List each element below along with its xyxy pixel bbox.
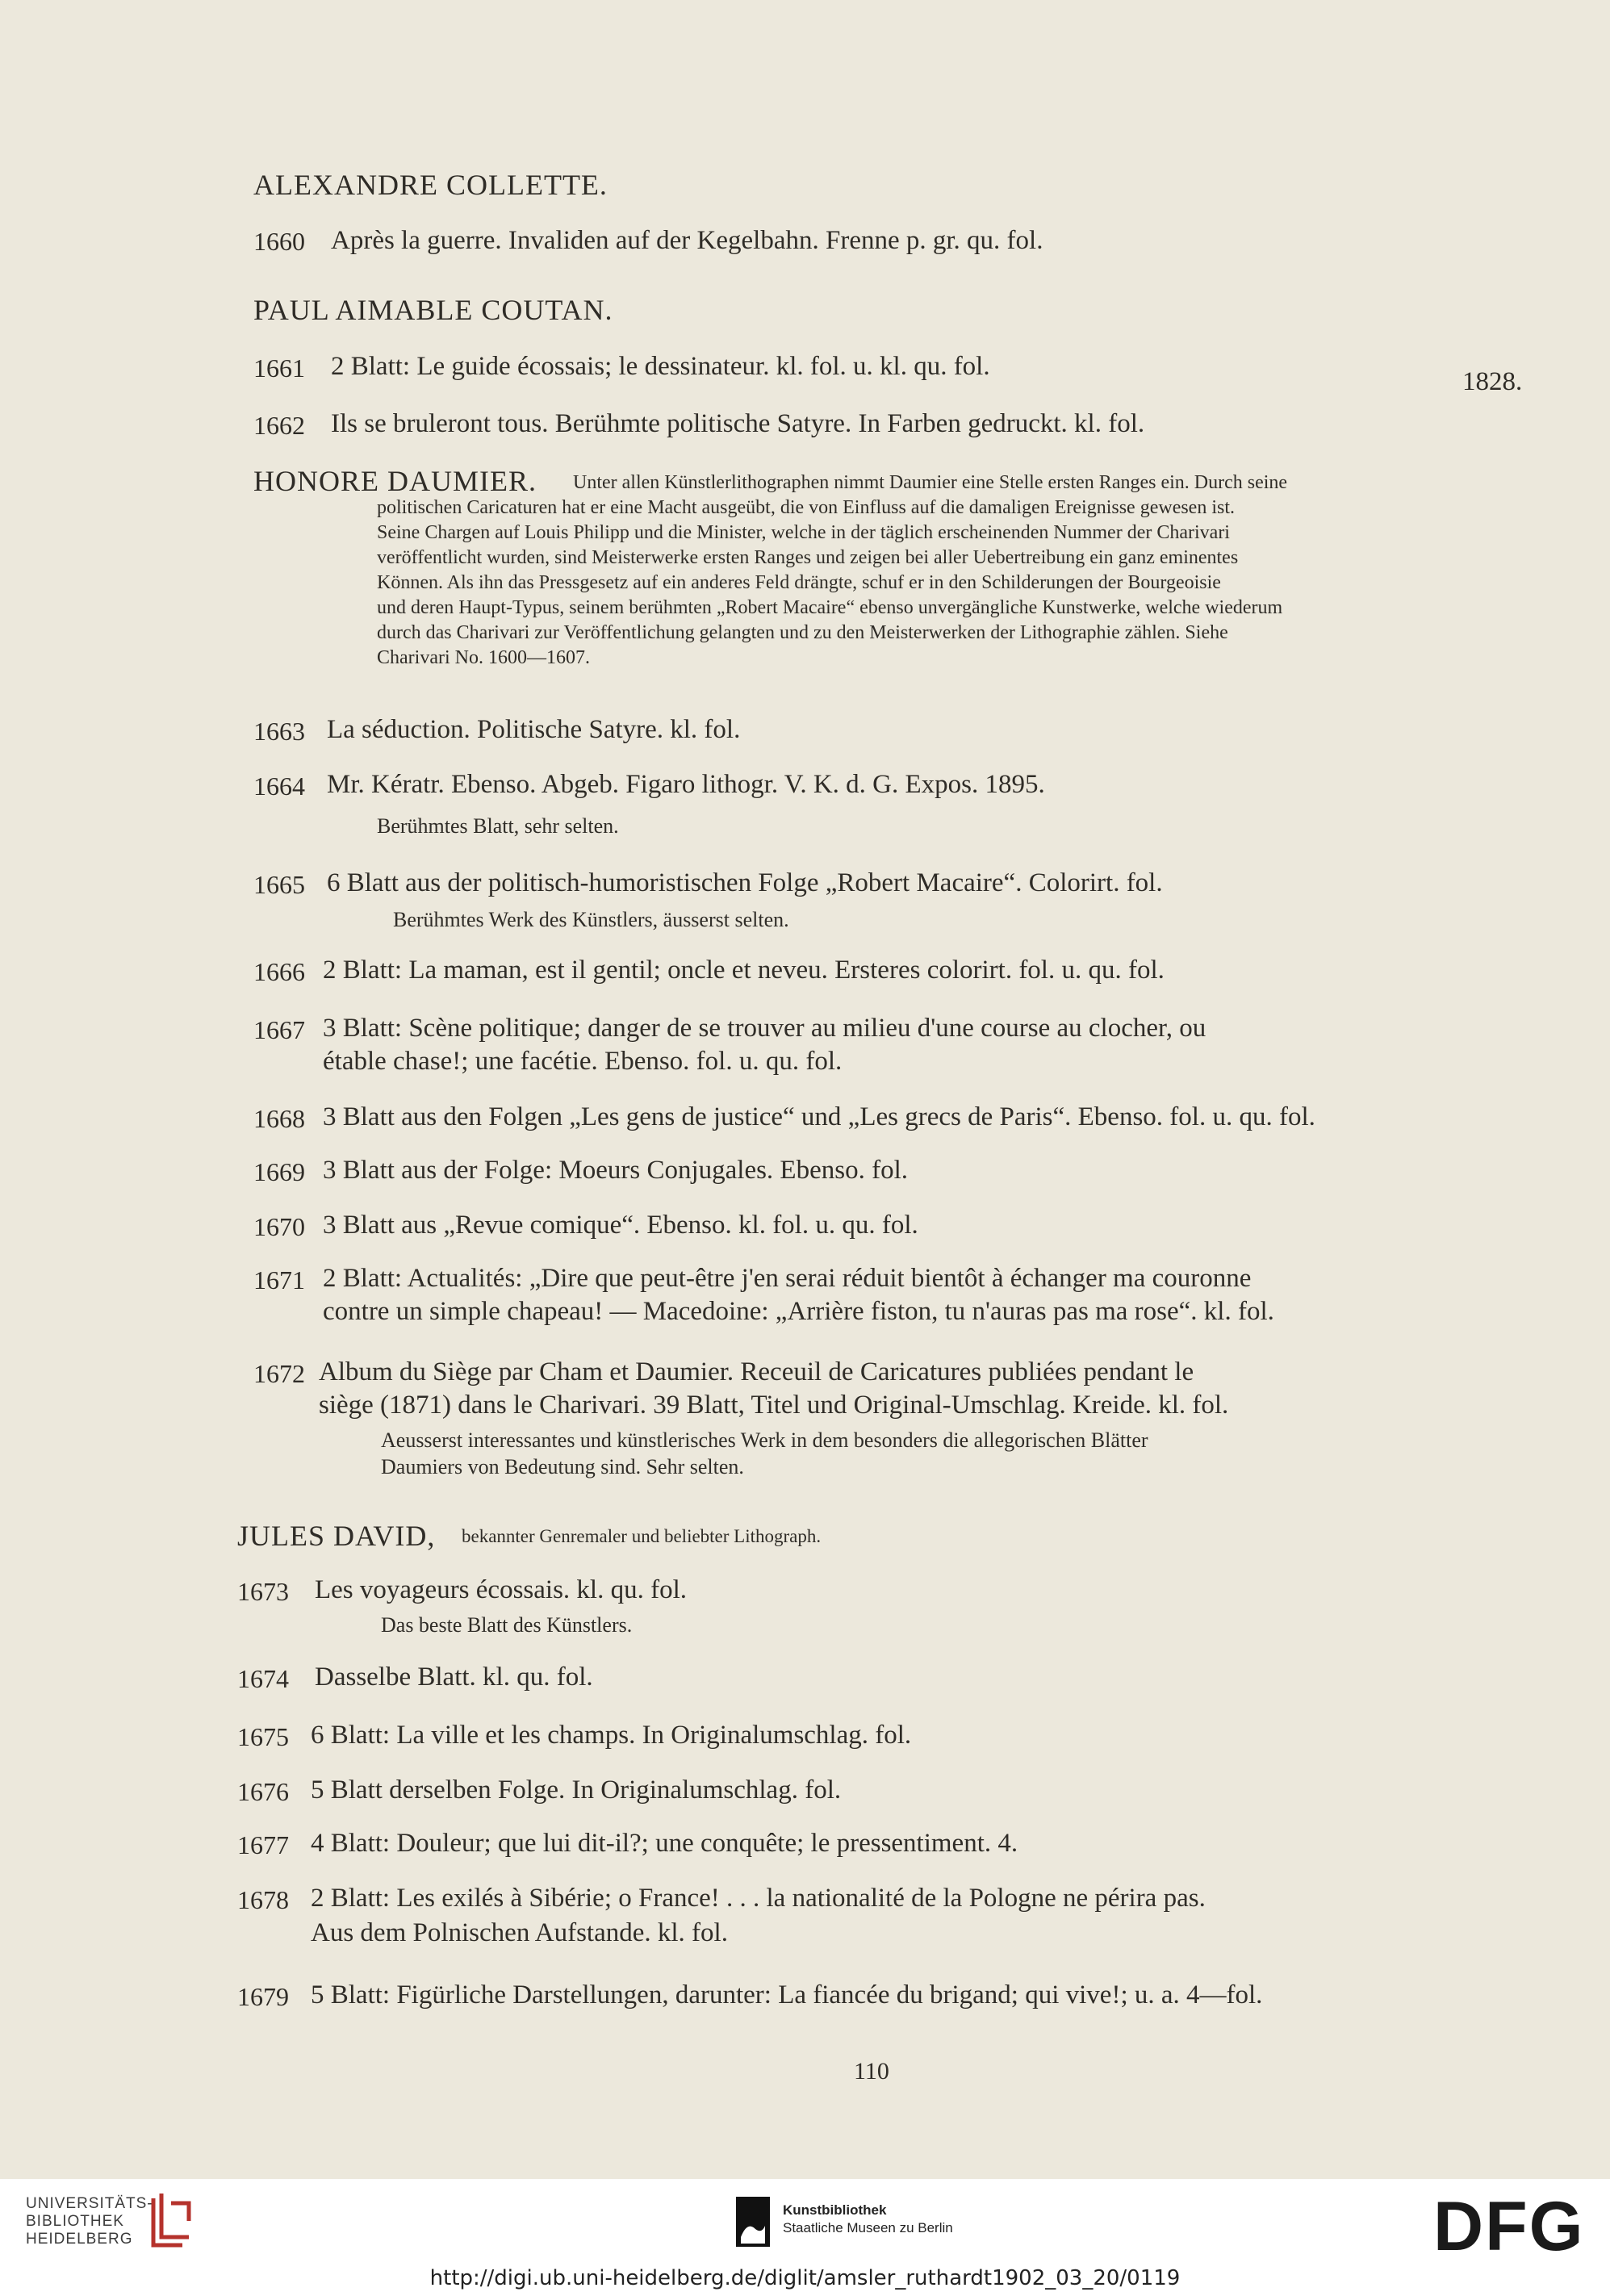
entry-text: Ils se bruleront tous. Berühmte politische Satyre. In Farben gedruckt. kl. fol. xyxy=(331,409,1145,438)
entry-text: Album du Siège par Cham et Daumier. Receuil de Caricatures publiées pendant le xyxy=(319,1357,1194,1386)
entry-number: 1669 xyxy=(253,1157,305,1186)
entry-number: 1660 xyxy=(253,227,305,256)
entry-text: La séduction. Politische Satyre. kl. fol. xyxy=(327,715,741,744)
library-name-line: BIBLIOTHEK xyxy=(26,2213,124,2230)
entry-text: 2 Blatt: La maman, est il gentil; oncle et neveu. Ersteres colorirt. fol. u. qu. fol. xyxy=(323,956,1165,985)
entry-number: 1668 xyxy=(253,1104,305,1133)
entry-note: Berühmtes Werk des Künstlers, äusserst selten. xyxy=(393,908,789,931)
entry-text-continued: Aus dem Polnischen Aufstande. kl. fol. xyxy=(311,1918,728,1947)
entry-text-continued: siège (1871) dans le Charivari. 39 Blatt, Titel und Original-Umschlag. Kreide. kl. fol. xyxy=(319,1391,1229,1420)
entry-number: 1672 xyxy=(253,1359,305,1388)
entry-note: Daumiers von Bedeutung sind. Sehr selten. xyxy=(381,1455,744,1478)
entry-text: 3 Blatt aus der Folge: Moeurs Conjugales. Ebenso. fol. xyxy=(323,1156,908,1185)
footer-bar xyxy=(0,2179,1610,2296)
library-name xyxy=(26,2195,153,2248)
dfg-logo: DFG xyxy=(1433,2188,1585,2265)
entry-text: 3 Blatt aus „Revue comique“. Ebenso. kl. fol. u. qu. fol. xyxy=(323,1211,918,1240)
entry-number: 1661 xyxy=(253,353,305,383)
section-heading-david: JULES DAVID, xyxy=(237,1520,436,1552)
entry-text: 5 Blatt: Figürliche Darstellungen, darunter: La fiancée du brigand; qui vive!; u. a. 4—fol. xyxy=(311,1980,1263,2010)
entry-text-continued: étable chase!; une facétie. Ebenso. fol. u. qu. fol. xyxy=(323,1047,843,1076)
intro-line: durch das Charivari zur Veröffentlichung gelangten und zu den Meisterwerken der Lithographie zählen. Siehe xyxy=(377,622,1228,643)
kunstbibliothek-title: Kunstbibliothek xyxy=(783,2202,887,2218)
section-heading-daumier: HONORE DAUMIER. xyxy=(253,465,537,497)
library-name-line: UNIVERSITÄTS- xyxy=(26,2195,153,2212)
entry-year: 1828. xyxy=(1462,367,1523,396)
section-subheading: bekannter Genremaler und beliebter Lithograph. xyxy=(462,1526,822,1546)
intro-line: Unter allen Künstlerlithographen nimmt Daumier eine Stelle ersten Ranges ein. Durch seine xyxy=(573,472,1288,493)
entry-note: Aeusserst interessantes und künstlerisches Werk in dem besonders die allegorischen Blätter xyxy=(381,1428,1148,1452)
entry-number: 1662 xyxy=(253,411,305,440)
entry-number: 1674 xyxy=(237,1664,289,1693)
section-heading-collette: ALEXANDRE COLLETTE. xyxy=(253,169,608,201)
entry-number: 1677 xyxy=(237,1830,289,1859)
entry-text: Les voyageurs écossais. kl. qu. fol. xyxy=(315,1575,687,1604)
intro-line: Charivari No. 1600—1607. xyxy=(377,647,590,668)
entry-note: Das beste Blatt des Künstlers. xyxy=(381,1613,633,1637)
entry-text: 4 Blatt: Douleur; que lui dit-il?; une conquête; le pressentiment. 4. xyxy=(311,1829,1018,1858)
entry-text: 2 Blatt: Les exilés à Sibérie; o France! . . . la nationalité de la Pologne ne périra pas. xyxy=(311,1884,1206,1913)
entry-text: Dasselbe Blatt. kl. qu. fol. xyxy=(315,1662,593,1692)
entry-number: 1671 xyxy=(253,1265,305,1294)
entry-number: 1666 xyxy=(253,957,305,986)
entry-text-continued: contre un simple chapeau! — Macedoine: „Arrière fiston, tu n'auras pas ma rose“. kl. fol. xyxy=(323,1297,1274,1326)
kunstbibliothek-label xyxy=(783,2202,953,2237)
section-heading-coutan: PAUL AIMABLE COUTAN. xyxy=(253,294,613,326)
intro-line: Seine Chargen auf Louis Philipp und die Minister, welche in der täglich erscheinenden Nummer der Charivari xyxy=(377,522,1230,543)
entry-text: 2 Blatt: Le guide écossais; le dessinateur. kl. fol. u. kl. qu. fol. xyxy=(331,352,990,381)
entry-number: 1670 xyxy=(253,1212,305,1241)
entry-text: Mr. Kératr. Ebenso. Abgeb. Figaro lithogr. V. K. d. G. Expos. 1895. xyxy=(327,770,1045,799)
entry-text: 2 Blatt: Actualités: „Dire que peut-être j'en serai réduit bientôt à échanger ma couronne xyxy=(323,1264,1252,1293)
entry-text: 6 Blatt: La ville et les champs. In Originalumschlag. fol. xyxy=(311,1721,912,1750)
entry-number: 1673 xyxy=(237,1577,289,1606)
entry-note: Berühmtes Blatt, sehr selten. xyxy=(377,814,619,838)
ub-heidelberg-logo xyxy=(147,2187,195,2252)
entry-text: 3 Blatt aus den Folgen „Les gens de justice“ und „Les grecs de Paris“. Ebenso. fol. u. qu. fol. xyxy=(323,1102,1315,1131)
intro-line: veröffentlicht wurden, sind Meisterwerke ersten Ranges und zeigen bei aller Uebertreibung ein ganz eminentes xyxy=(377,547,1239,568)
entry-number: 1678 xyxy=(237,1885,289,1914)
entry-text: Après la guerre. Invaliden auf der Kegelbahn. Frenne p. gr. qu. fol. xyxy=(331,226,1043,255)
entry-number: 1667 xyxy=(253,1015,305,1044)
entry-number: 1676 xyxy=(237,1777,289,1806)
intro-line: politischen Caricaturen hat er eine Macht ausgeübt, die von Einfluss auf die damaligen Ereignisse gewesen ist. xyxy=(377,497,1236,518)
entry-text: 5 Blatt derselben Folge. In Originalumschlag. fol. xyxy=(311,1775,842,1805)
kunstbibliothek-subtitle: Staatliche Museen zu Berlin xyxy=(783,2220,953,2235)
library-name-line: HEIDELBERG xyxy=(26,2231,133,2248)
entry-number: 1663 xyxy=(253,717,305,746)
kunstbibliothek-logo xyxy=(736,2197,770,2247)
intro-line: und deren Haupt-Typus, seinem berühmten „Robert Macaire“ ebenso unvergängliche Kunstwerke, welche wiederum xyxy=(377,597,1283,618)
source-url[interactable]: http://digi.ub.uni-heidelberg.de/diglit/amsler_ruthardt1902_03_20/0119 xyxy=(429,2266,1181,2290)
entry-number: 1665 xyxy=(253,870,305,899)
intro-line: Können. Als ihn das Pressgesetz auf ein anderes Feld drängte, schuf er in den Schilderungen der Bourgeoisie xyxy=(377,572,1221,593)
entry-text: 3 Blatt: Scène politique; danger de se trouver au milieu d'une course au clocher, ou xyxy=(323,1014,1206,1043)
entry-number: 1679 xyxy=(237,1982,289,2011)
entry-number: 1664 xyxy=(253,772,305,801)
page-number: 110 xyxy=(854,2058,889,2085)
entry-text: 6 Blatt aus der politisch-humoristischen Folge „Robert Macaire“. Colorirt. fol. xyxy=(327,868,1163,897)
entry-number: 1675 xyxy=(237,1722,289,1751)
